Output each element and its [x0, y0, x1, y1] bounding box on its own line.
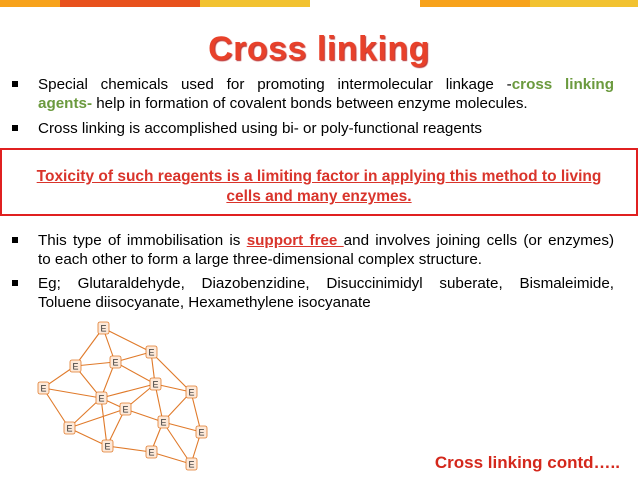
svg-text:E: E	[112, 357, 119, 368]
enzyme-node	[186, 458, 197, 470]
enzyme-node	[98, 322, 109, 334]
enzyme-node	[146, 346, 157, 358]
bullet-cross-linking-agents: Special chemicals used for promoting intermolecular linkage -cross linking	[38, 75, 614, 94]
enzyme-node	[196, 426, 207, 438]
enzyme-node	[158, 416, 169, 428]
bullet-examples-line2: Toluene diisocyanate, Hexamethylene isocyanate	[38, 294, 371, 311]
svg-text:E: E	[122, 404, 129, 415]
bullet-examples: Eg; Glutaraldehyde, Diazobenzidine, Disuccinimidyl suberate, Bismaleimide,	[38, 274, 614, 293]
svg-text:E: E	[72, 361, 79, 372]
bullet-marker	[12, 81, 18, 87]
enzyme-network-diagram	[28, 312, 218, 472]
bullet-marker	[12, 237, 18, 243]
enzyme-node	[120, 403, 131, 415]
network-edges	[43, 328, 201, 464]
bullet-support-free: This type of immobilisation is support free and involves joining cells (or enzymes)	[38, 231, 614, 250]
enzyme-node	[102, 440, 113, 452]
bullet-marker	[12, 280, 18, 286]
enzyme-node	[146, 446, 157, 458]
slide-title: Cross linking	[208, 30, 430, 68]
term-cross-linking: cross linking	[511, 76, 614, 93]
enzyme-node	[150, 378, 161, 390]
svg-text:E: E	[160, 417, 167, 428]
crosslink-bond	[101, 398, 107, 446]
continued-label: Cross linking contd…..	[434, 453, 620, 472]
crosslink-bond	[107, 446, 151, 452]
bullet-support-free-line2: to each other to form a large three-dimensional complex structure.	[38, 251, 483, 268]
svg-text:E: E	[98, 393, 105, 404]
svg-text:E: E	[40, 383, 47, 394]
enzyme-node	[38, 382, 49, 394]
svg-text:E: E	[188, 387, 195, 398]
svg-text:E: E	[152, 379, 159, 390]
crosslink-bond	[43, 388, 101, 398]
term-agents: agents-	[38, 95, 93, 112]
warning-text: Toxicity of such reagents is a limiting factor in applying this method to living cells and many enzymes.	[36, 168, 602, 205]
svg-text:E: E	[66, 423, 73, 434]
svg-text:E: E	[198, 427, 205, 438]
svg-text:E: E	[188, 459, 195, 470]
svg-text:E: E	[104, 441, 111, 452]
enzyme-node	[186, 386, 197, 398]
enzyme-node	[110, 356, 121, 368]
bullet-marker	[12, 125, 18, 131]
svg-text:E: E	[100, 323, 107, 334]
enzyme-node	[64, 422, 75, 434]
support-free-link[interactable]: support free	[246, 232, 344, 249]
svg-text:E: E	[148, 447, 155, 458]
bullet-cross-linking-agents-line2: agents- help in formation of covalent bonds between enzyme molecules.	[38, 95, 528, 112]
enzyme-node	[96, 392, 107, 404]
svg-text:E: E	[148, 347, 155, 358]
top-color-bar	[0, 0, 638, 7]
bullet-reagents: Cross linking is accomplished using bi- or poly-functional reagents	[38, 119, 614, 138]
enzyme-node	[70, 360, 81, 372]
